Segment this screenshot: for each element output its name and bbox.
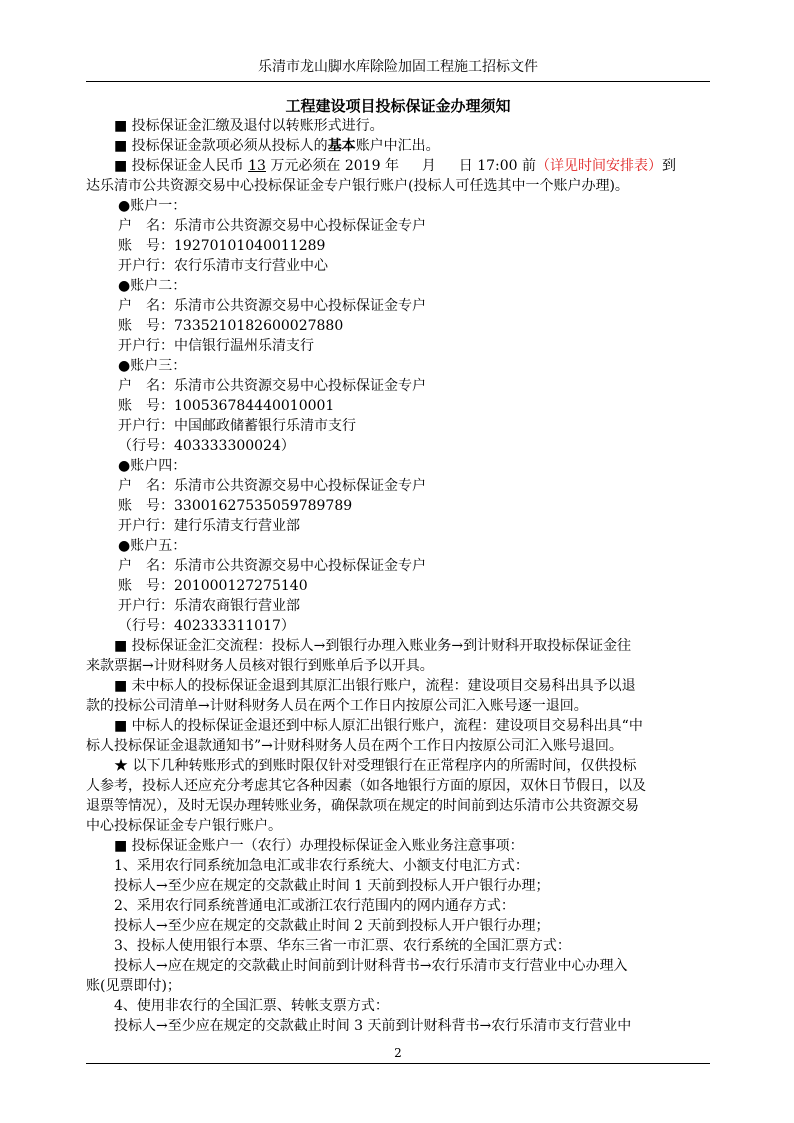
account-5 [86, 536, 712, 636]
paragraph-line: 投标人→至少应在规定的交款截止时间 3 天前到计财科背书→农行乐清市支行营业中 [114, 1018, 632, 1034]
account-3 [86, 356, 712, 456]
account-name: 户 名：乐清市公共资源交易中心投标保证金专户 [118, 218, 426, 234]
account-label: ●账户三： [118, 358, 187, 374]
account-bank: 开户行：中信银行温州乐清支行 [118, 338, 314, 354]
account-bank: 开户行：中国邮政储蓄银行乐清市支行 [118, 418, 356, 434]
paragraph-line: ■ 投标保证金汇交流程：投标人→到银行办理入账业务→到计财科开取投标保证金往 [114, 638, 632, 654]
paragraph-line: ■ 投标保证金款项必须从投标人的基本账户中汇出。 [114, 138, 440, 154]
paragraph-line: 2、采用农行同系统普通电汇或浙江农行范围内的网内通存方式： [114, 898, 515, 914]
account-name: 户 名：乐清市公共资源交易中心投标保证金专户 [118, 558, 426, 574]
account-label: ●账户一： [118, 198, 187, 214]
running-header: 乐清市龙山脚水库除险加固工程施工招标文件 [258, 59, 538, 75]
account-4 [86, 456, 712, 536]
paragraph-line: 3、投标人使用银行本票、华东三省一市汇票、农行系统的全国汇票方式： [114, 938, 571, 954]
account-number: 账 号：19270101040011289 [118, 238, 326, 254]
account-bank: 开户行：乐清农商银行营业部 [118, 598, 300, 614]
bank-code: （行号：403333300024） [118, 438, 295, 454]
account-2 [86, 276, 712, 356]
account-label: ●账户二： [118, 278, 187, 294]
paragraph-line: 来款票据→计财科财务人员核对银行到账单后予以开具。 [86, 658, 434, 674]
paragraph-line: 达乐清市公共资源交易中心投标保证金专户银行账户(投标人可任选其中一个账户办理)。 [86, 178, 629, 194]
account-1 [86, 196, 712, 276]
footer-rule [86, 1063, 710, 1064]
paragraph-line: 标人投标保证金退款通知书”→计财科财务人员在两个工作日内按原公司汇入账号退回。 [86, 738, 623, 754]
bank-code: （行号：402333311017） [118, 618, 295, 634]
amount-value: 13 [248, 158, 266, 174]
account-number: 账 号：7335210182600027880 [118, 318, 344, 334]
account-bank: 开户行：农行乐清市支行营业中心 [118, 258, 328, 274]
paragraph-line: 投标人→应在规定的交款截止时间前到计财科背书→农行乐清市支行营业中心办理入 [114, 958, 628, 974]
header-rule [86, 81, 710, 82]
deposit-deadline-line: ■ 投标保证金人民币 13 万元必须在 2019 年 月 日 17:00 前（详见时间安排表）到 [114, 158, 677, 174]
paragraph-line: ■ 未中标人的投标保证金退到其原汇出银行账户，流程：建设项目交易科出具予以退 [114, 678, 636, 694]
account-name: 户 名：乐清市公共资源交易中心投标保证金专户 [118, 378, 426, 394]
paragraph-line: ■ 投标保证金账户一（农行）办理投标保证金入账业务注意事项： [114, 838, 524, 854]
document-body [86, 116, 712, 1036]
schedule-note: （详见时间安排表） [536, 158, 663, 174]
account-number: 账 号：33001627535059789789 [118, 498, 353, 514]
paragraph-line: 投标人→至少应在规定的交款截止时间 2 天前到投标人开户银行办理； [114, 918, 550, 934]
paragraph-line: 中心投标保证金专户银行账户。 [86, 818, 282, 834]
account-label: ●账户四： [118, 458, 187, 474]
account-name: 户 名：乐清市公共资源交易中心投标保证金专户 [118, 298, 426, 314]
account-number: 账 号：201000127275140 [118, 578, 308, 594]
paragraph-line: 账(见票即付)； [86, 978, 181, 994]
emphasis-text: 基本 [327, 138, 356, 154]
paragraph-line: 4、使用非农行的全国汇票、转帐支票方式： [114, 998, 389, 1014]
paragraph-line: 投标人→至少应在规定的交款截止时间 1 天前到投标人开户银行办理； [114, 878, 550, 894]
paragraph-line: 退票等情况），及时无误办理转账业务，确保款项在规定的时间前到达乐清市公共资源交易 [86, 798, 639, 814]
paragraph-line: 1、采用农行同系统加急电汇或非农行系统大、小额支付电汇方式： [114, 858, 529, 874]
paragraph-line: ★ 以下几种转账形式的到账时限仅针对受理银行在正常程序内的所需时间，仅供投标 [114, 758, 637, 774]
paragraph-line: ■ 中标人的投标保证金退还到中标人原汇出银行账户，流程：建设项目交易科出具“中 [114, 718, 643, 734]
paragraph-line: 款的投标公司清单→计财科财务人员在两个工作日内按原公司汇入账号逐一退回。 [86, 698, 588, 714]
account-number: 账 号：100536784440010001 [118, 398, 335, 414]
page-title: 工程建设项目投标保证金办理须知 [285, 97, 511, 115]
account-label: ●账户五： [118, 538, 187, 554]
account-bank: 开户行：建行乐清支行营业部 [118, 518, 300, 534]
account-name: 户 名：乐清市公共资源交易中心投标保证金专户 [118, 478, 426, 494]
paragraph-line: 人参考，投标人还应充分考虑其它各种因素（如各地银行方面的原因，双休日节假日，以及 [86, 778, 646, 794]
paragraph-line: ■ 投标保证金汇缴及退付以转账形式进行。 [114, 118, 384, 134]
page-number: 2 [394, 1046, 402, 1060]
